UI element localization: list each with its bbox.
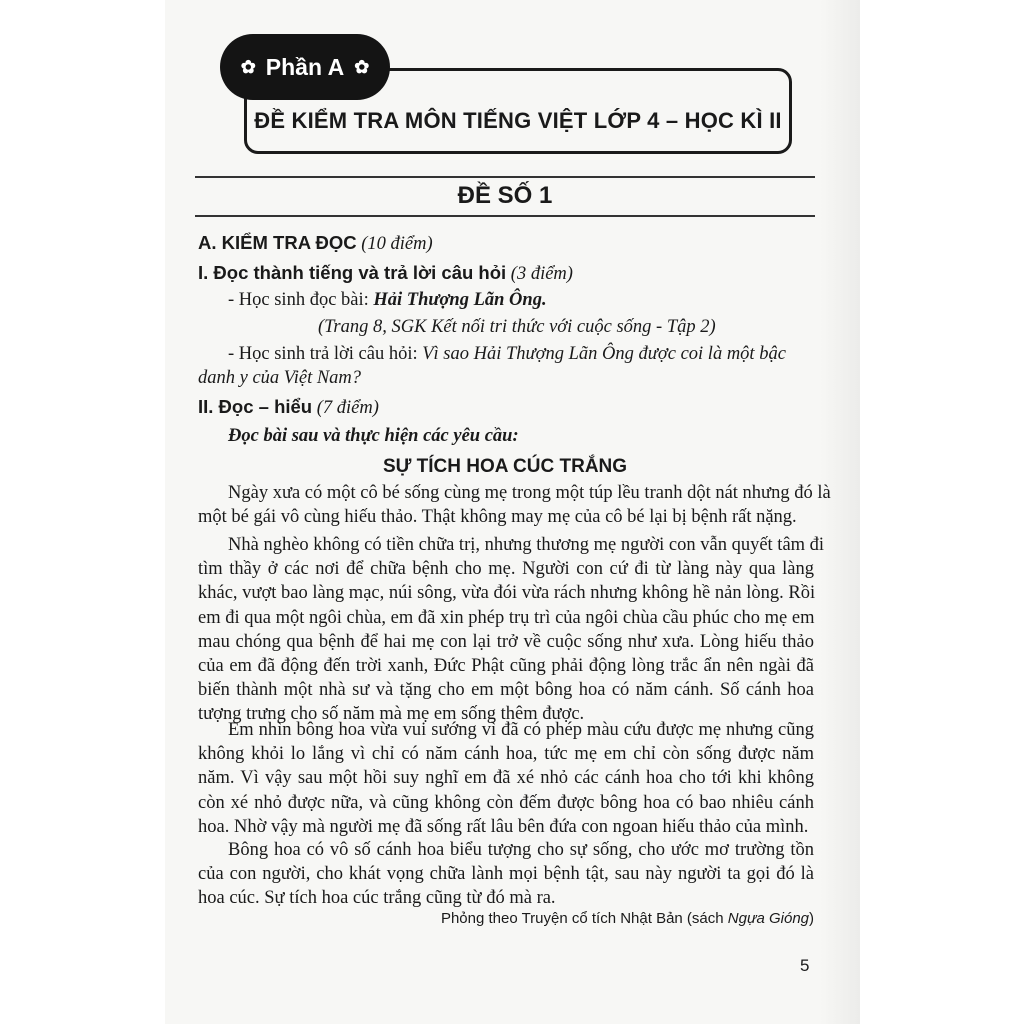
story-paragraph-2 <box>198 533 825 727</box>
story-title: SỰ TÍCH HOA CÚC TRẮNG <box>382 456 628 477</box>
read-source: (Trang 8, SGK Kết nối tri thức với cuộc sống - Tập 2) <box>318 317 716 337</box>
text-line: tìm thầy ở các nơi để chữa bệnh cho mẹ. Người con cứ đi từ làng này qua làng <box>198 559 814 580</box>
section-a-heading: A. KIỂM TRA ĐỌC (10 điểm) <box>198 232 433 254</box>
text-line: Em nhìn bông hoa vừa vui sướng vì đã có phép màu cứu được mẹ nhưng cũng <box>228 720 814 740</box>
part-label: Phần A <box>265 53 345 80</box>
text-line: không khỏi lo lắng vì chỉ có năm cánh hoa, tức mẹ em chỉ còn sống được năm <box>198 744 814 765</box>
story-paragraph-1 <box>198 481 831 529</box>
top-rule <box>195 176 815 178</box>
text-line: Bông hoa có vô số cánh hoa biểu tượng cho sự sống, cho ước mơ trường tồn <box>228 840 814 860</box>
text-line: Ngày xưa có một cô bé sống cùng mẹ trong một túp lều tranh dột nát nhưng đó là <box>228 483 831 503</box>
text-line: biến thành một nhà sư và tặng cho em một bông hoa có năm cánh. Số cánh hoa <box>198 680 814 701</box>
text-line: một bé gái vô cùng hiếu thảo. Thật không may mẹ của cô bé lại bị bệnh rất nặng. <box>198 507 797 528</box>
bottom-rule <box>195 215 815 217</box>
page-edge-shadow <box>820 0 860 1024</box>
story-source: Phỏng theo Truyện cổ tích Nhật Bản (sách Ngựa Gióng) <box>440 910 814 927</box>
story-paragraph-4 <box>198 838 814 911</box>
part-1-heading: I. Đọc thành tiếng và trả lời câu hỏi (3 điểm) <box>198 262 573 284</box>
text-line: hoa. Nhờ vậy mà người mẹ đã sống rất lâu bên đứa con ngoan hiếu thảo của mình. <box>198 816 809 837</box>
flower-icon: ✿ <box>240 56 256 77</box>
text-line: còn xé nhỏ được nữa, và cũng không còn đếm được bông hoa có bao nhiêu cánh <box>198 792 814 813</box>
exam-title: ĐỀ SỐ 1 <box>457 182 553 209</box>
question-line-1: - Học sinh trả lời câu hỏi: Vì sao Hải Thượng Lãn Ông được coi là một bậc <box>228 344 786 364</box>
story-paragraph-3 <box>198 718 814 839</box>
read-instruction: - Học sinh đọc bài: Hải Thượng Lãn Ông. <box>228 290 547 310</box>
text-line: năm. Vì vậy sau một hồi suy nghĩ em đã xé nhỏ các cánh hoa cho tới khi không <box>198 768 814 789</box>
text-line: tượng trưng cho số năm mà mẹ em sống thêm được. <box>198 704 585 725</box>
part-2-heading: II. Đọc – hiểu (7 điểm) <box>198 396 379 418</box>
question-line-2: danh y của Việt Nam? <box>198 368 362 388</box>
text-line: em đi qua một ngôi chùa, em đã xin phép trụ trì của ngôi chùa cầu phúc cho mẹ em <box>198 607 815 628</box>
text-line: mau chóng qua bệnh để hai mẹ con lại trở về cuộc sống như xưa. Lòng hiếu thảo <box>198 631 814 652</box>
flower-icon: ✿ <box>354 56 370 77</box>
text-line: của em đã động đến trời xanh, Đức Phật cũng phải động lòng trắc ẩn nên ngài đã <box>198 656 814 677</box>
page-number: 5 <box>800 956 810 975</box>
text-line: của con người, cho khát vọng chữa lành mọi bệnh tật, sau này người ta gọi đó là <box>198 864 814 885</box>
text-line: Nhà nghèo không có tiền chữa trị, nhưng thương mẹ người con vẫn quyết tâm đi <box>228 535 825 555</box>
page-title: ĐỀ KIỂM TRA MÔN TIẾNG VIỆT LỚP 4 – HỌC KÌ II <box>254 108 782 133</box>
part-badge <box>220 34 390 100</box>
text-line: hoa cúc. Sự tích hoa cúc trắng cũng từ đó mà ra. <box>198 888 556 909</box>
text-line: khác, vượt bao làng mạc, núi sông, vừa đói vừa rách nhưng không hề nản lòng. Rồi <box>198 583 816 604</box>
part-2-instruction: Đọc bài sau và thực hiện các yêu cầu: <box>228 426 519 446</box>
